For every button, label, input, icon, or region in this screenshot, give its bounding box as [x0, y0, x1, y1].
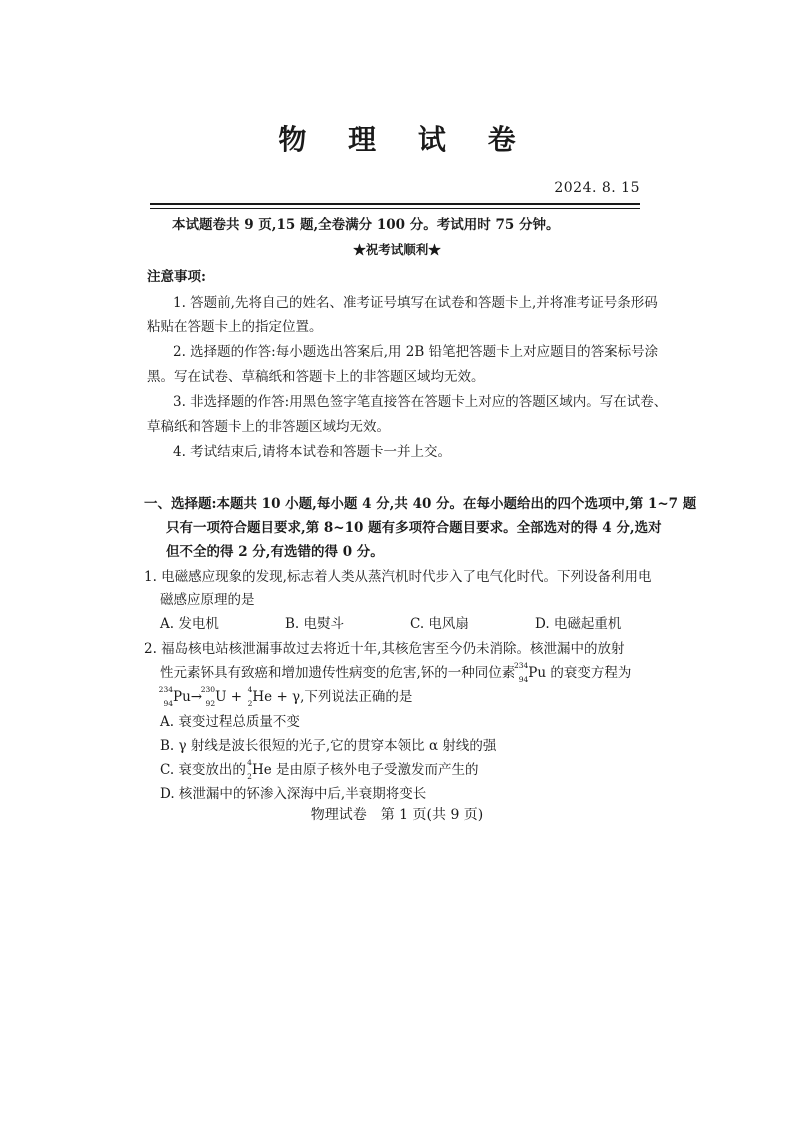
option-c-text-tail: He 是由原子核外电子受激发而产生的: [251, 762, 479, 778]
page-title: 物 理 试 卷: [278, 123, 532, 156]
notice-line: 2. 选择题的作答:每小题选出答案后,用 2B 铅笔把答题卡上对应题目的答案标号涂: [173, 344, 659, 360]
question-1-option-b: B. 电熨斗: [285, 616, 345, 632]
question-2-stem-tail: Pu 的衰变方程为: [528, 665, 632, 681]
pu-mass-number: 234: [158, 685, 173, 694]
question-1-stem: 1. 电磁感应现象的发现,标志着人类从蒸汽机时代步入了电气化时代。下列设备利用电: [144, 569, 652, 585]
header-rule: [150, 203, 640, 205]
exam-intro: 本试题卷共 9 页,15 题,全卷满分 100 分。考试用时 75 分钟。: [172, 217, 560, 233]
question-2-option-c: [160, 758, 479, 781]
u-isotope: [200, 685, 216, 708]
u-atomic-number: 92: [205, 699, 216, 708]
question-2-option-a: A. 衰变过程总质量不变: [160, 714, 300, 730]
question-1-option-c: C. 电风扇: [410, 616, 469, 632]
pu-atomic-number: 94: [518, 675, 529, 684]
notice-line: 1. 答题前,先将自己的姓名、准考证号填写在试卷和答题卡上,并将准考证号条形码: [173, 295, 658, 311]
he-atomic-number: 2: [247, 699, 253, 708]
notice-line: 黑。写在试卷、草稿纸和答题卡上的非答题区域均无效。: [147, 369, 485, 385]
u-symbol: U: [215, 689, 227, 705]
he-mass-number: 4: [247, 758, 252, 767]
notice-line: 草稿纸和答题卡上的非答题区域均无效。: [147, 419, 390, 435]
notice-heading: 注意事项:: [147, 269, 206, 285]
plus-sign: +: [226, 689, 247, 705]
page-footer: 物理试卷 第 1 页(共 9 页): [310, 807, 484, 823]
gamma-term: + γ: [272, 689, 301, 705]
option-c-text: C. 衰变放出的: [160, 762, 246, 778]
question-1-stem-cont: 磁感应原理的是: [160, 592, 255, 608]
exam-date: 2024. 8. 15: [554, 180, 640, 196]
he-mass-number: 4: [247, 685, 253, 694]
decay-equation: [158, 685, 413, 708]
equation-tail: ,下列说法正确的是: [300, 689, 413, 705]
pu-isotope: [513, 661, 529, 684]
pu-atomic-number: 94: [163, 699, 173, 708]
notice-line: 4. 考试结束后,请将本试卷和答题卡一并上交。: [173, 444, 451, 460]
question-2-stem-cont: [160, 661, 632, 684]
good-luck-banner: ★祝考试顺利★: [353, 242, 441, 257]
question-2-option-d: D. 核泄漏中的钚渗入深海中后,半衰期将变长: [160, 786, 427, 802]
section-heading-cont: 但不全的得 2 分,有选错的得 0 分。: [166, 544, 384, 560]
pu-mass-number: 234: [513, 661, 529, 670]
header-rule-thin: [150, 208, 640, 209]
he-isotope: [246, 758, 252, 781]
he-atomic-number: 2: [247, 772, 252, 781]
notice-line: 粘贴在答题卡上的指定位置。: [147, 319, 323, 335]
he-isotope: [246, 685, 253, 708]
pu-symbol: Pu: [173, 689, 191, 705]
u-mass-number: 230: [200, 685, 216, 694]
pu-isotope: [158, 685, 173, 708]
question-1-option-a: A. 发电机: [160, 616, 219, 632]
notice-line: 3. 非选择题的作答:用黑色签字笔直接答在答题卡上对应的答题区域内。写在试卷、: [173, 394, 668, 410]
reaction-arrow: →: [190, 689, 203, 705]
question-1-option-d: D. 电磁起重机: [535, 616, 622, 632]
question-2-option-b: B. γ 射线是波长很短的光子,它的贯穿本领比 α 射线的强: [160, 738, 497, 754]
section-heading-cont: 只有一项符合题目要求,第 8~10 题有多项符合题目要求。全部选对的得 4 分,选对: [166, 520, 662, 536]
section-heading: 一、选择题:本题共 10 小题,每小题 4 分,共 40 分。在每小题给出的四个选项中,第 1~7 题: [144, 496, 697, 512]
question-2-stem-text: 性元素钚具有致癌和增加遗传性病变的危害,钚的一种同位素: [160, 665, 516, 681]
question-2-stem: 2. 福岛核电站核泄漏事故过去将近十年,其核危害至今仍未消除。核泄漏中的放射: [144, 641, 625, 657]
he-symbol: He: [252, 689, 273, 705]
